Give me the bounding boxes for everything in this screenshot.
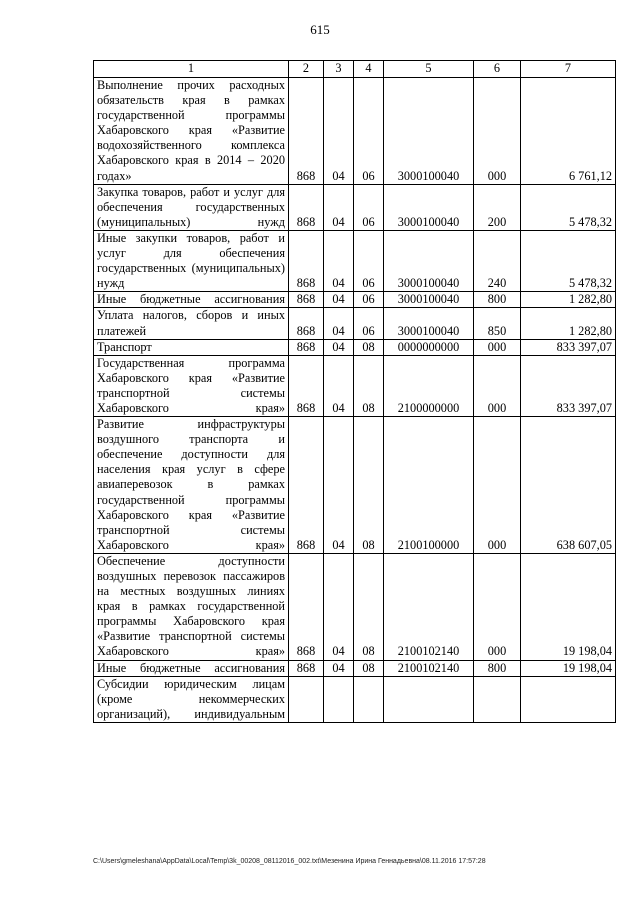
expense-name-cell: Государственная программа Хабаровского края «Развитие транспортной системы Хабаровского края» [94,355,289,416]
amount-cell: 1 282,80 [521,292,616,308]
table-header-row [94,61,616,78]
page-number: 615 [310,22,330,37]
admin-code-cell: 868 [289,230,324,291]
target-article-cell: 2100102140 [384,660,474,676]
target-article-cell: 3000100040 [384,184,474,230]
table-row [94,339,616,355]
amount-cell: 833 397,07 [521,355,616,416]
target-article-cell: 3000100040 [384,230,474,291]
subsection-code-cell: 06 [354,184,384,230]
target-article-cell: 2100100000 [384,417,474,554]
expense-type-cell: 000 [474,78,521,185]
subsection-code-cell: 08 [354,355,384,416]
expense-name-cell: Обеспечение доступности воздушных перевозок пассажиров на местных воздушных линиях края в рамках государственной программы Хабаровского края «Развитие транспортной системы Хабаровского края» [94,553,289,660]
expense-type-cell [474,676,521,722]
column-header: 7 [521,61,616,78]
subsection-code-cell: 06 [354,292,384,308]
section-code-cell: 04 [324,230,354,291]
table-row [94,553,616,660]
amount-cell: 833 397,07 [521,339,616,355]
amount-cell: 638 607,05 [521,417,616,554]
admin-code-cell: 868 [289,292,324,308]
table-row [94,78,616,185]
admin-code-cell: 868 [289,184,324,230]
file-path-footer: C:\Users\gmeleshana\AppData\Local\Temp\3k_00208_08112016_002.txt\Мезенина Ирина Геннадьевна\08.11.2016 17:57:28 [93,858,486,865]
amount-cell: 5 478,32 [521,230,616,291]
admin-code-cell: 868 [289,417,324,554]
section-code-cell: 04 [324,78,354,185]
subsection-code-cell: 08 [354,660,384,676]
amount-cell: 6 761,12 [521,78,616,185]
amount-cell: 5 478,32 [521,184,616,230]
section-code-cell [324,676,354,722]
subsection-code-cell [354,676,384,722]
table-row [94,417,616,554]
table-row [94,292,616,308]
admin-code-cell: 868 [289,660,324,676]
section-code-cell: 04 [324,184,354,230]
expense-name-cell: Развитие инфраструктуры воздушного транспорта и обеспечение доступности для населения края услуг в сфере авиаперевозок в рамках государственной программы Хабаровского края «Развитие транспортной системы Хабаровского края» [94,417,289,554]
target-article-cell: 2100102140 [384,553,474,660]
target-article-cell [384,676,474,722]
target-article-cell: 3000100040 [384,292,474,308]
column-header: 4 [354,61,384,78]
column-header: 2 [289,61,324,78]
subsection-code-cell: 06 [354,308,384,339]
subsection-code-cell: 06 [354,230,384,291]
amount-cell: 19 198,04 [521,660,616,676]
amount-cell: 19 198,04 [521,553,616,660]
subsection-code-cell: 08 [354,339,384,355]
section-code-cell: 04 [324,339,354,355]
section-code-cell: 04 [324,417,354,554]
expense-type-cell: 200 [474,184,521,230]
target-article-cell: 3000100040 [384,308,474,339]
expense-name-cell: Иные бюджетные ассигнования [94,660,289,676]
subsection-code-cell: 08 [354,417,384,554]
amount-cell: 1 282,80 [521,308,616,339]
section-code-cell: 04 [324,292,354,308]
expense-name-cell: Субсидии юридическим лицам (кроме некоммерческих организаций), индивидуальным [94,676,289,722]
expense-name-cell: Иные закупки товаров, работ и услуг для обеспечения государственных (муниципальных) нужд [94,230,289,291]
target-article-cell: 3000100040 [384,78,474,185]
target-article-cell: 2100000000 [384,355,474,416]
expense-type-cell: 000 [474,417,521,554]
section-code-cell: 04 [324,308,354,339]
section-code-cell: 04 [324,660,354,676]
admin-code-cell: 868 [289,78,324,185]
expense-name-cell: Выполнение прочих расходных обязательств края в рамках государственной программы Хабаровского края «Развитие водохозяйственного комплекса Хабаровского края в 2014 – 2020 годах» [94,78,289,185]
expense-type-cell: 000 [474,355,521,416]
subsection-code-cell: 08 [354,553,384,660]
amount-cell [521,676,616,722]
expense-type-cell: 000 [474,553,521,660]
table-row [94,230,616,291]
section-code-cell: 04 [324,553,354,660]
expense-type-cell: 800 [474,292,521,308]
expense-type-cell: 800 [474,660,521,676]
expense-name-cell: Закупка товаров, работ и услуг для обеспечения государственных (муниципальных) нужд [94,184,289,230]
column-header: 6 [474,61,521,78]
admin-code-cell: 868 [289,355,324,416]
expense-name-cell: Иные бюджетные ассигнования [94,292,289,308]
subsection-code-cell: 06 [354,78,384,185]
admin-code-cell [289,676,324,722]
expense-type-cell: 000 [474,339,521,355]
table-row [94,184,616,230]
table-row [94,660,616,676]
table-row [94,355,616,416]
admin-code-cell: 868 [289,308,324,339]
target-article-cell: 0000000000 [384,339,474,355]
admin-code-cell: 868 [289,339,324,355]
admin-code-cell: 868 [289,553,324,660]
section-code-cell: 04 [324,355,354,416]
expense-type-cell: 240 [474,230,521,291]
table-row [94,308,616,339]
expense-type-cell: 850 [474,308,521,339]
column-header: 5 [384,61,474,78]
column-header: 1 [94,61,289,78]
expense-name-cell: Транспорт [94,339,289,355]
table-row [94,676,616,722]
budget-table [93,60,616,723]
column-header: 3 [324,61,354,78]
expense-name-cell: Уплата налогов, сборов и иных платежей [94,308,289,339]
